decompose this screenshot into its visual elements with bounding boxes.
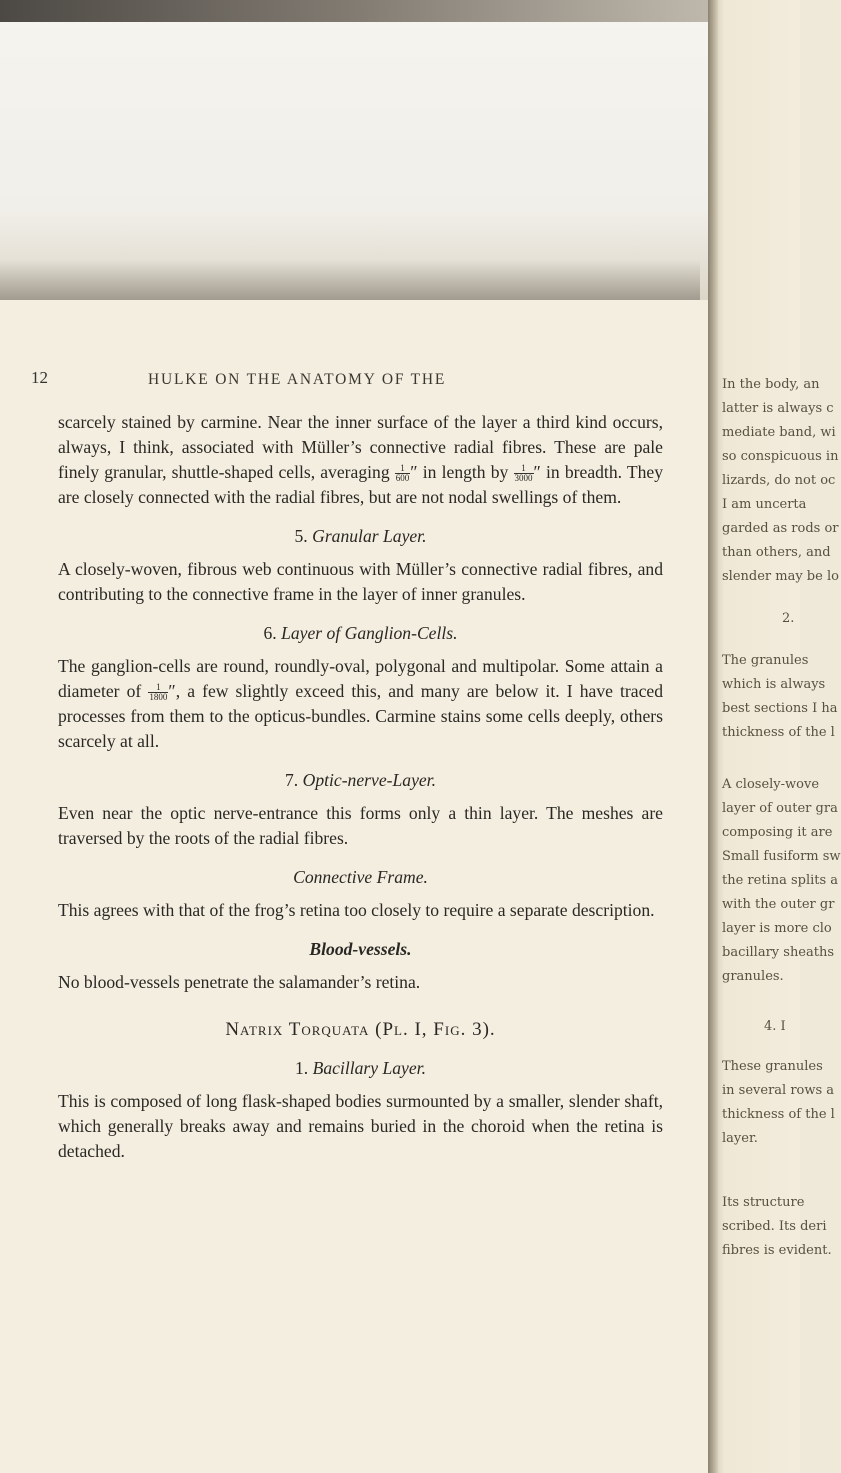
facing-line: garded as rods or — [722, 521, 839, 536]
facing-line: Its structure — [722, 1195, 805, 1210]
facing-line: so conspicuous in — [722, 449, 839, 464]
paragraph-ganglion-cells — [58, 654, 663, 754]
section-heading: Blood-vessels. — [309, 939, 412, 959]
paragraph-blood-vessels: No blood-vessels penetrate the salamander’s retina. — [58, 972, 421, 992]
fraction — [395, 464, 411, 483]
facing-page-strip — [708, 0, 841, 1473]
facing-line: than others, and — [722, 545, 831, 560]
facing-line: slender may be lo — [722, 569, 839, 584]
facing-line: the retina splits a — [722, 873, 839, 888]
section-number: 7. — [285, 770, 299, 790]
section-heading — [58, 1056, 663, 1081]
facing-line: A closely-wove — [722, 777, 820, 792]
facing-line: mediate band, wi — [722, 425, 836, 440]
section-heading: Connective Frame. — [293, 867, 428, 887]
paragraph-connective-frame: This agrees with that of the frog’s retina too closely to require a separate description. — [58, 900, 655, 920]
facing-line: which is always — [722, 677, 826, 692]
paragraph-optic-nerve-layer: Even near the optic nerve-entrance this forms only a thin layer. The meshes are traversed by the roots of the radial fibres. — [58, 803, 663, 848]
facing-line: best sections I ha — [722, 701, 838, 716]
facing-line: layer of outer gra — [722, 801, 838, 816]
facing-line: lizards, do not oc — [722, 473, 836, 488]
facing-line: granules. — [722, 969, 784, 984]
section-title: Optic-nerve-Layer. — [302, 770, 436, 790]
section-title: Bacillary Layer. — [312, 1058, 426, 1078]
running-title: HULKE ON THE ANATOMY OF THE — [148, 371, 447, 388]
text-run: ″ in breadth. They are closely connected with the radial fibres, but are not nodal swellings of them. — [58, 462, 664, 507]
section-number: 1. — [295, 1058, 309, 1078]
overlying-blank-sheet — [0, 0, 720, 302]
facing-line: layer is more clo — [722, 921, 832, 936]
running-head — [0, 368, 722, 398]
facing-line: thickness of the l — [722, 1107, 835, 1122]
section-title: Layer of Ganglion-Cells. — [281, 623, 458, 643]
facing-line: I am uncerta — [722, 497, 807, 512]
text-run: ″ in length by — [410, 462, 509, 482]
species-heading: Natrix Torquata (Pl. I, Fig. 3). — [225, 1019, 496, 1040]
section-heading — [58, 768, 663, 793]
paragraph-cells — [58, 410, 663, 510]
facing-line: thickness of the l — [722, 725, 835, 740]
section-heading — [58, 524, 663, 549]
section-number: 5. — [294, 526, 308, 546]
sheet-fold-shadow — [0, 260, 700, 300]
facing-line: layer. — [722, 1131, 758, 1146]
facing-line: with the outer gr — [722, 897, 835, 912]
page-number: 12 — [31, 368, 48, 387]
facing-line: 2. — [782, 611, 795, 626]
paragraph-bacillary-layer: This is composed of long flask-shaped bodies surmounted by a smaller, slender shaft, which generally breaks away and remains buried in the choroid when the retina is detached. — [58, 1091, 663, 1161]
facing-line: In the body, an — [722, 377, 820, 392]
fraction — [514, 464, 534, 483]
facing-line: in several rows a — [722, 1083, 835, 1098]
section-title: Granular Layer. — [312, 526, 427, 546]
facing-line: latter is always c — [722, 401, 834, 416]
text-run: ″, a few slightly exceed this, and many are below it. I have traced processes from them to the opticus-bundles. Carmine stains some cells deeply, others scarcely at all. — [58, 681, 663, 751]
page-body — [58, 410, 663, 1164]
text-run: The ganglion-cells are round, roundly-oval, polygonal and multipolar. Some attain a diameter of — [58, 656, 663, 701]
facing-line: The granules — [722, 653, 809, 668]
facing-line: Small fusiform sw — [722, 849, 841, 864]
text-run: scarcely stained by carmine. Near the inner surface of the layer a third kind occurs, always, I think, associated with Müller’s connective radial fibres. These are pale finely granular, shuttle-shaped cells, averaging — [58, 412, 663, 482]
facing-line: composing it are — [722, 825, 833, 840]
page-shadow — [0, 0, 720, 22]
facing-line: bacillary sheaths — [722, 945, 835, 960]
facing-line: These granules — [722, 1059, 823, 1074]
fraction-denominator: 1800 — [149, 692, 168, 703]
facing-line: 4. I — [764, 1019, 786, 1034]
section-number: 6. — [263, 623, 277, 643]
fraction-numerator: 1 — [148, 683, 168, 693]
fraction-denominator: 3000 — [514, 473, 533, 484]
fraction-denominator: 600 — [395, 473, 410, 484]
facing-line: scribed. Its deri — [722, 1219, 827, 1234]
gutter-edge — [708, 0, 718, 1473]
facing-line: fibres is evident. — [722, 1243, 832, 1258]
section-heading — [58, 621, 663, 646]
fraction-numerator: 1 — [514, 464, 534, 474]
paragraph-granular-layer: A closely-woven, fibrous web continuous with Müller’s connective radial fibres, and contributing to the connective frame in the layer of inner granules. — [58, 559, 663, 604]
fraction-numerator: 1 — [395, 464, 411, 474]
fraction — [148, 683, 168, 702]
